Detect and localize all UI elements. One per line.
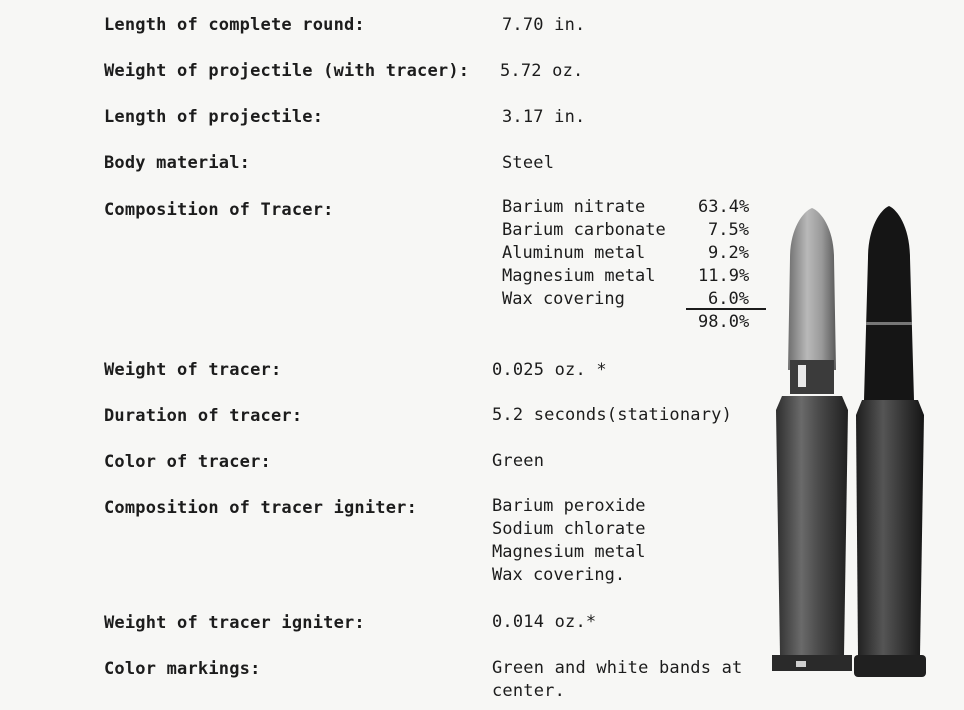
composition-item-name: Magnesium metal bbox=[502, 266, 656, 286]
duration-tracer-label: Duration of tracer: bbox=[104, 406, 303, 426]
composition-total: 98.0% bbox=[698, 312, 750, 332]
cartridge-photo bbox=[760, 200, 960, 690]
color-markings-label: Color markings: bbox=[104, 659, 261, 679]
igniter-item: Wax covering. bbox=[492, 565, 626, 585]
composition-item-pct: 11.9% bbox=[698, 266, 750, 286]
composition-item-pct: 6.0% bbox=[708, 289, 749, 309]
composition-item-name: Aluminum metal bbox=[502, 243, 646, 263]
composition-item-name: Barium nitrate bbox=[502, 197, 646, 217]
igniter-item: Sodium chlorate bbox=[492, 519, 646, 539]
igniter-composition-list bbox=[492, 495, 646, 587]
weight-tracer-label: Weight of tracer: bbox=[104, 360, 282, 380]
igniter-item: Magnesium metal bbox=[492, 542, 646, 562]
composition-item-pct: 7.5% bbox=[708, 220, 749, 240]
weight-projectile-value: 5.72 oz. bbox=[500, 61, 584, 81]
color-tracer-value: Green bbox=[492, 451, 545, 471]
color-markings-value-line2: center. bbox=[492, 681, 566, 701]
length-projectile-value: 3.17 in. bbox=[502, 107, 586, 127]
composition-tracer-label: Composition of Tracer: bbox=[104, 200, 334, 220]
weight-tracer-value: 0.025 oz. * bbox=[492, 360, 607, 380]
composition-item-name: Barium carbonate bbox=[502, 220, 666, 240]
length-round-label: Length of complete round: bbox=[104, 15, 365, 35]
sum-rule bbox=[686, 308, 766, 310]
length-projectile-label: Length of projectile: bbox=[104, 107, 324, 127]
weight-igniter-label: Weight of tracer igniter: bbox=[104, 613, 365, 633]
weight-igniter-value: 0.014 oz.* bbox=[492, 612, 597, 632]
length-round-value: 7.70 in. bbox=[502, 15, 586, 35]
right-cartridge bbox=[854, 206, 926, 677]
composition-item-pct: 63.4% bbox=[698, 197, 750, 217]
duration-tracer-value: 5.2 seconds(stationary) bbox=[492, 405, 733, 425]
composition-item-pct: 9.2% bbox=[708, 243, 749, 263]
igniter-item: Barium peroxide bbox=[492, 496, 646, 516]
composition-igniter-label: Composition of tracer igniter: bbox=[104, 498, 418, 518]
body-material-label: Body material: bbox=[104, 153, 251, 173]
weight-projectile-label: Weight of projectile (with tracer): bbox=[104, 61, 470, 81]
color-markings-value-line1: Green and white bands at bbox=[492, 658, 743, 678]
color-tracer-label: Color of tracer: bbox=[104, 452, 271, 472]
body-material-value: Steel bbox=[502, 153, 555, 173]
left-cartridge bbox=[772, 208, 852, 671]
composition-item-name: Wax covering bbox=[502, 289, 625, 309]
